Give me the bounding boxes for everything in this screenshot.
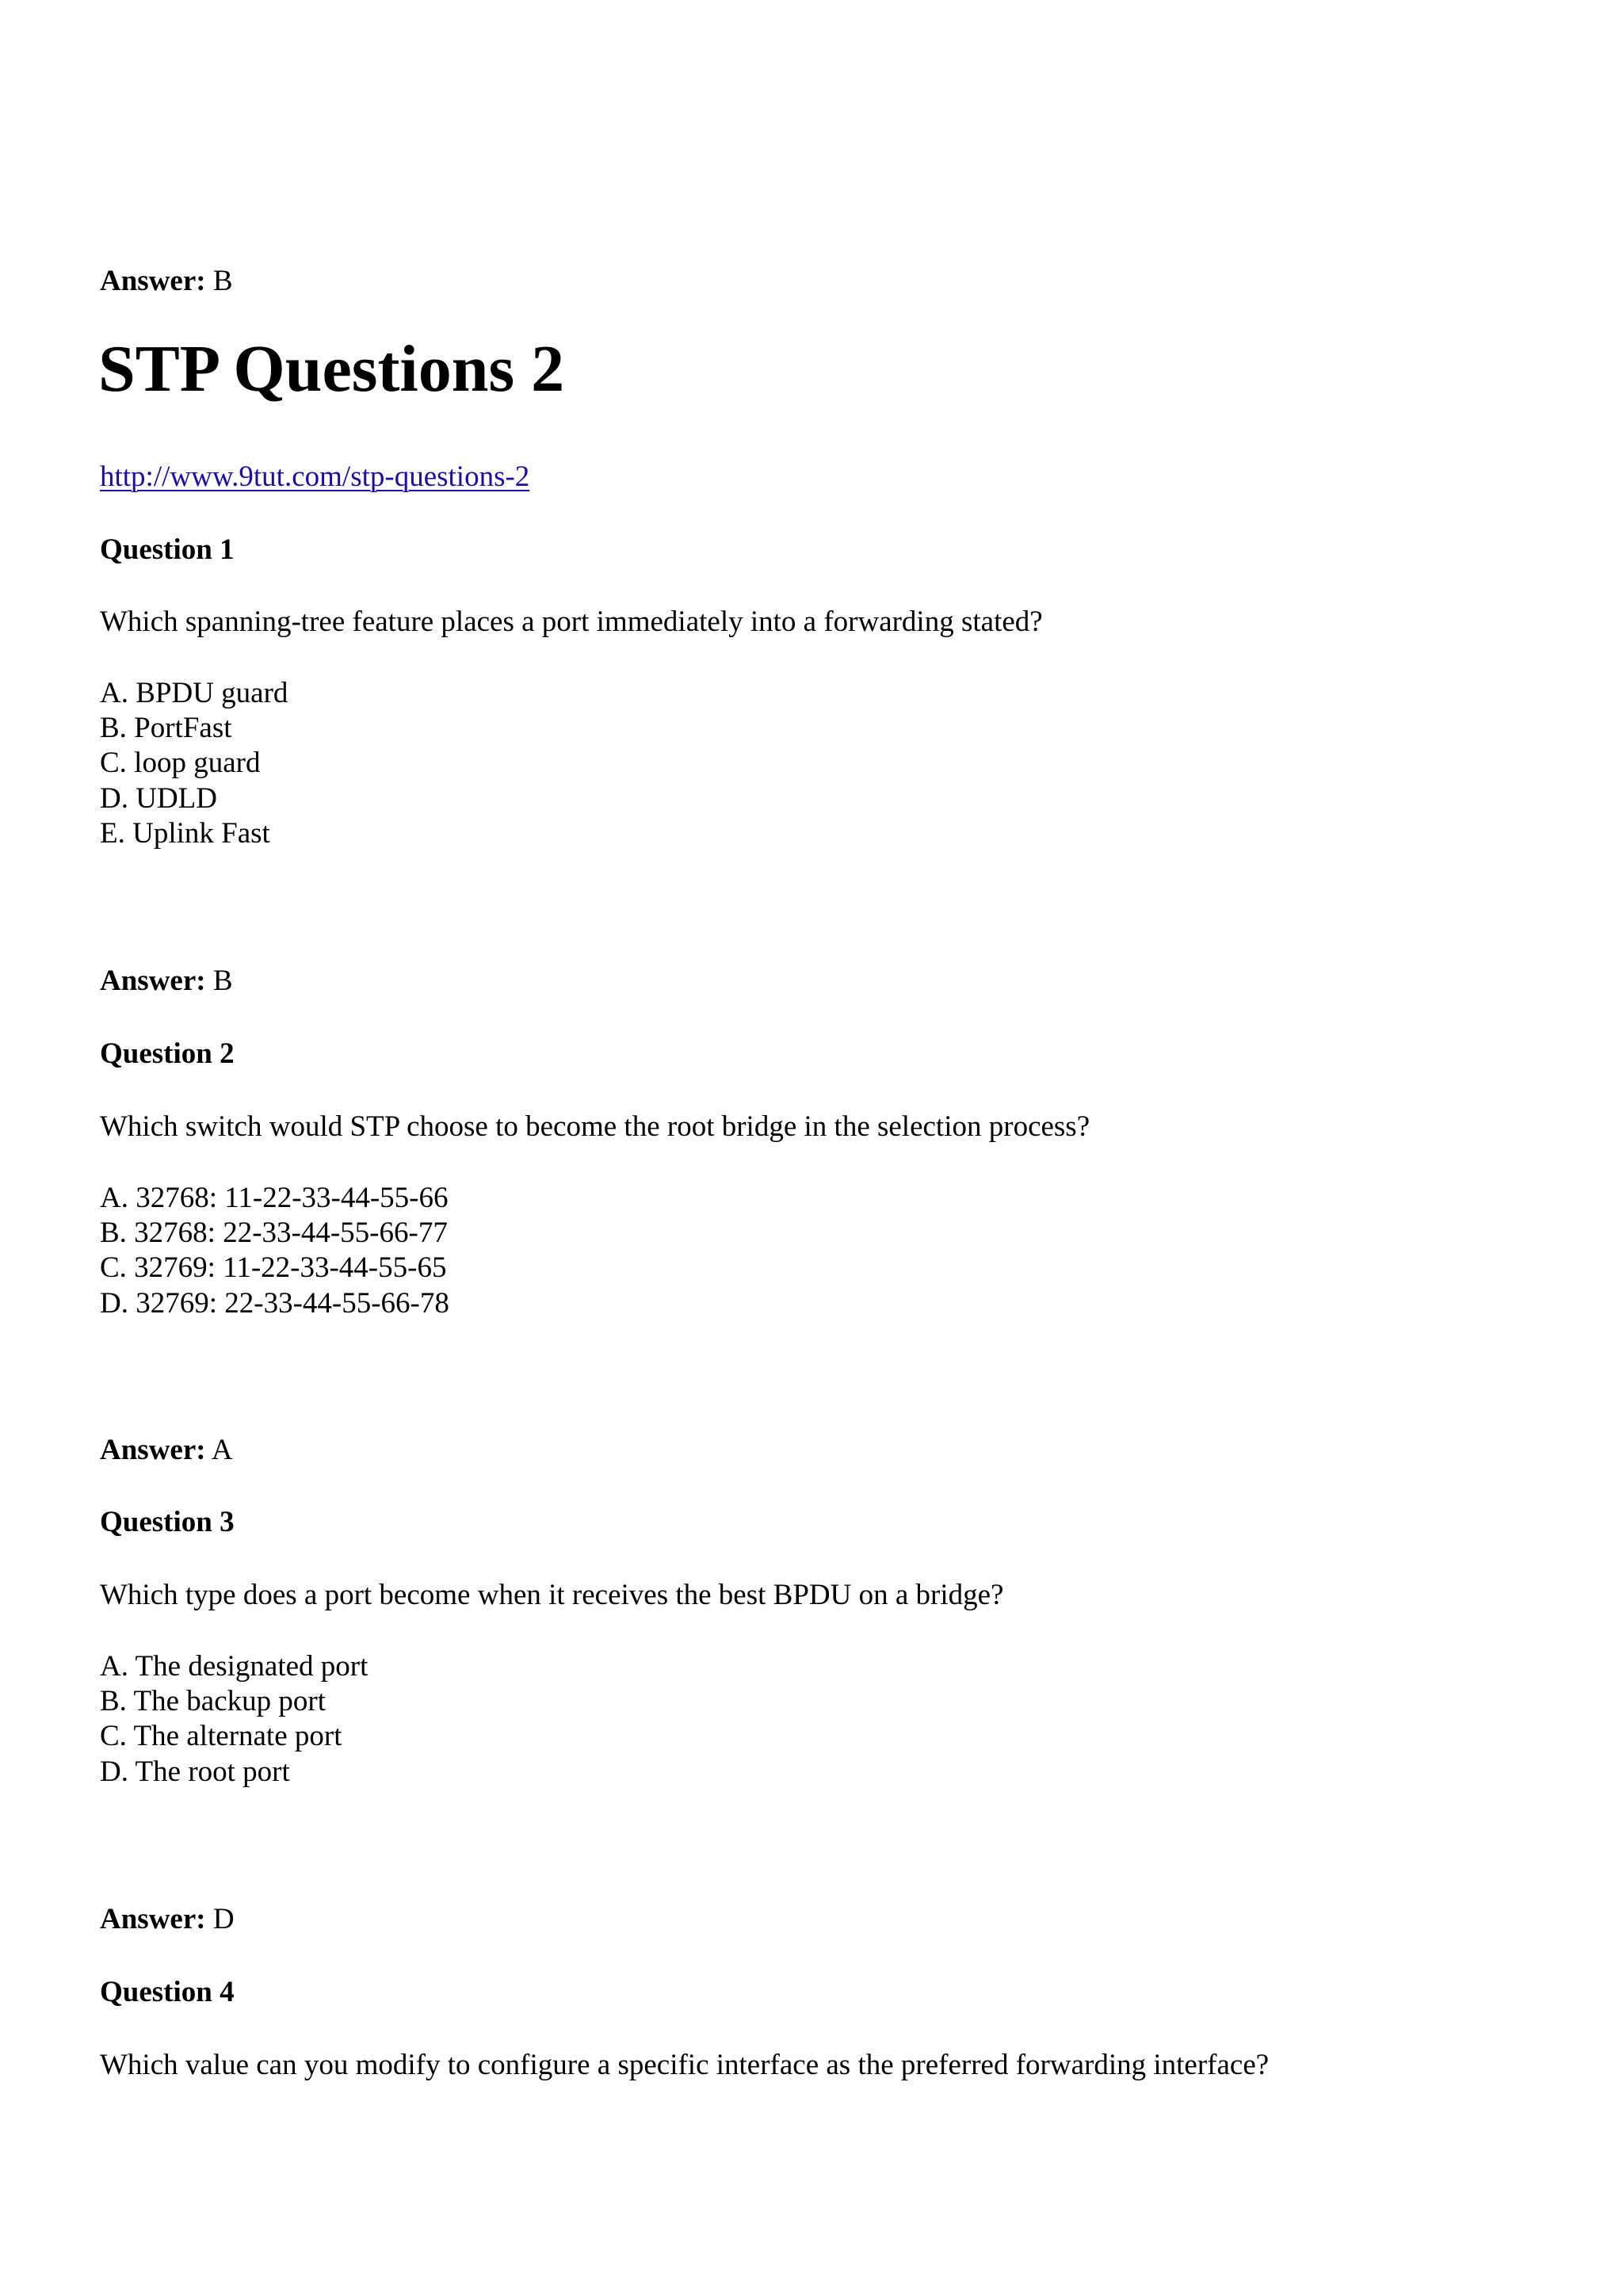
option-item: A. The designated port — [100, 1650, 369, 1683]
option-item: A. 32768: 11-22-33-44-55-66 — [100, 1182, 449, 1214]
question-2-text: Which switch would STP choose to become the root bridge in the selection process? — [100, 1110, 1090, 1143]
question-4-text: Which value can you modify to configure a specific interface as the preferred forwarding interface? — [100, 2049, 1270, 2081]
question-3-heading: Question 3 — [100, 1506, 235, 1538]
answer-label: Answer: — [100, 965, 206, 997]
answer-value: B — [212, 965, 233, 997]
source-link-line — [100, 460, 529, 495]
option-item: B. PortFast — [100, 712, 232, 744]
option-item: D. The root port — [100, 1755, 290, 1788]
option-item: C. The alternate port — [100, 1720, 342, 1752]
question-3-text: Which type does a port become when it receives the best BPDU on a bridge? — [100, 1579, 1004, 1611]
option-item: C. loop guard — [100, 747, 261, 779]
question-2-heading: Question 2 — [100, 1037, 235, 1070]
answer-value: D — [212, 1903, 235, 1935]
answer-label: Answer: — [100, 1903, 206, 1935]
option-item: B. The backup port — [100, 1685, 326, 1717]
answer-label: Answer: — [100, 265, 206, 297]
answer-value: B — [212, 265, 233, 297]
question-1-answer — [100, 964, 233, 999]
option-item: C. 32769: 11-22-33-44-55-65 — [100, 1251, 447, 1284]
question-1-heading: Question 1 — [100, 533, 235, 566]
question-3-answer — [100, 1902, 235, 1937]
option-item: D. UDLD — [100, 782, 217, 815]
answer-label: Answer: — [100, 1434, 206, 1466]
question-4-heading: Question 4 — [100, 1976, 235, 2008]
top-answer — [100, 264, 233, 299]
section-title: STP Questions 2 — [98, 332, 565, 406]
answer-value: A — [211, 1434, 233, 1466]
source-link[interactable]: http://www.9tut.com/stp-questions-2 — [100, 460, 530, 493]
option-item: E. Uplink Fast — [100, 817, 270, 850]
question-1-text: Which spanning-tree feature places a port immediately into a forwarding stated? — [100, 606, 1043, 638]
option-item: B. 32768: 22-33-44-55-66-77 — [100, 1217, 448, 1249]
question-2-answer — [100, 1433, 233, 1468]
option-item: D. 32769: 22-33-44-55-66-78 — [100, 1287, 449, 1320]
option-item: A. BPDU guard — [100, 677, 288, 709]
